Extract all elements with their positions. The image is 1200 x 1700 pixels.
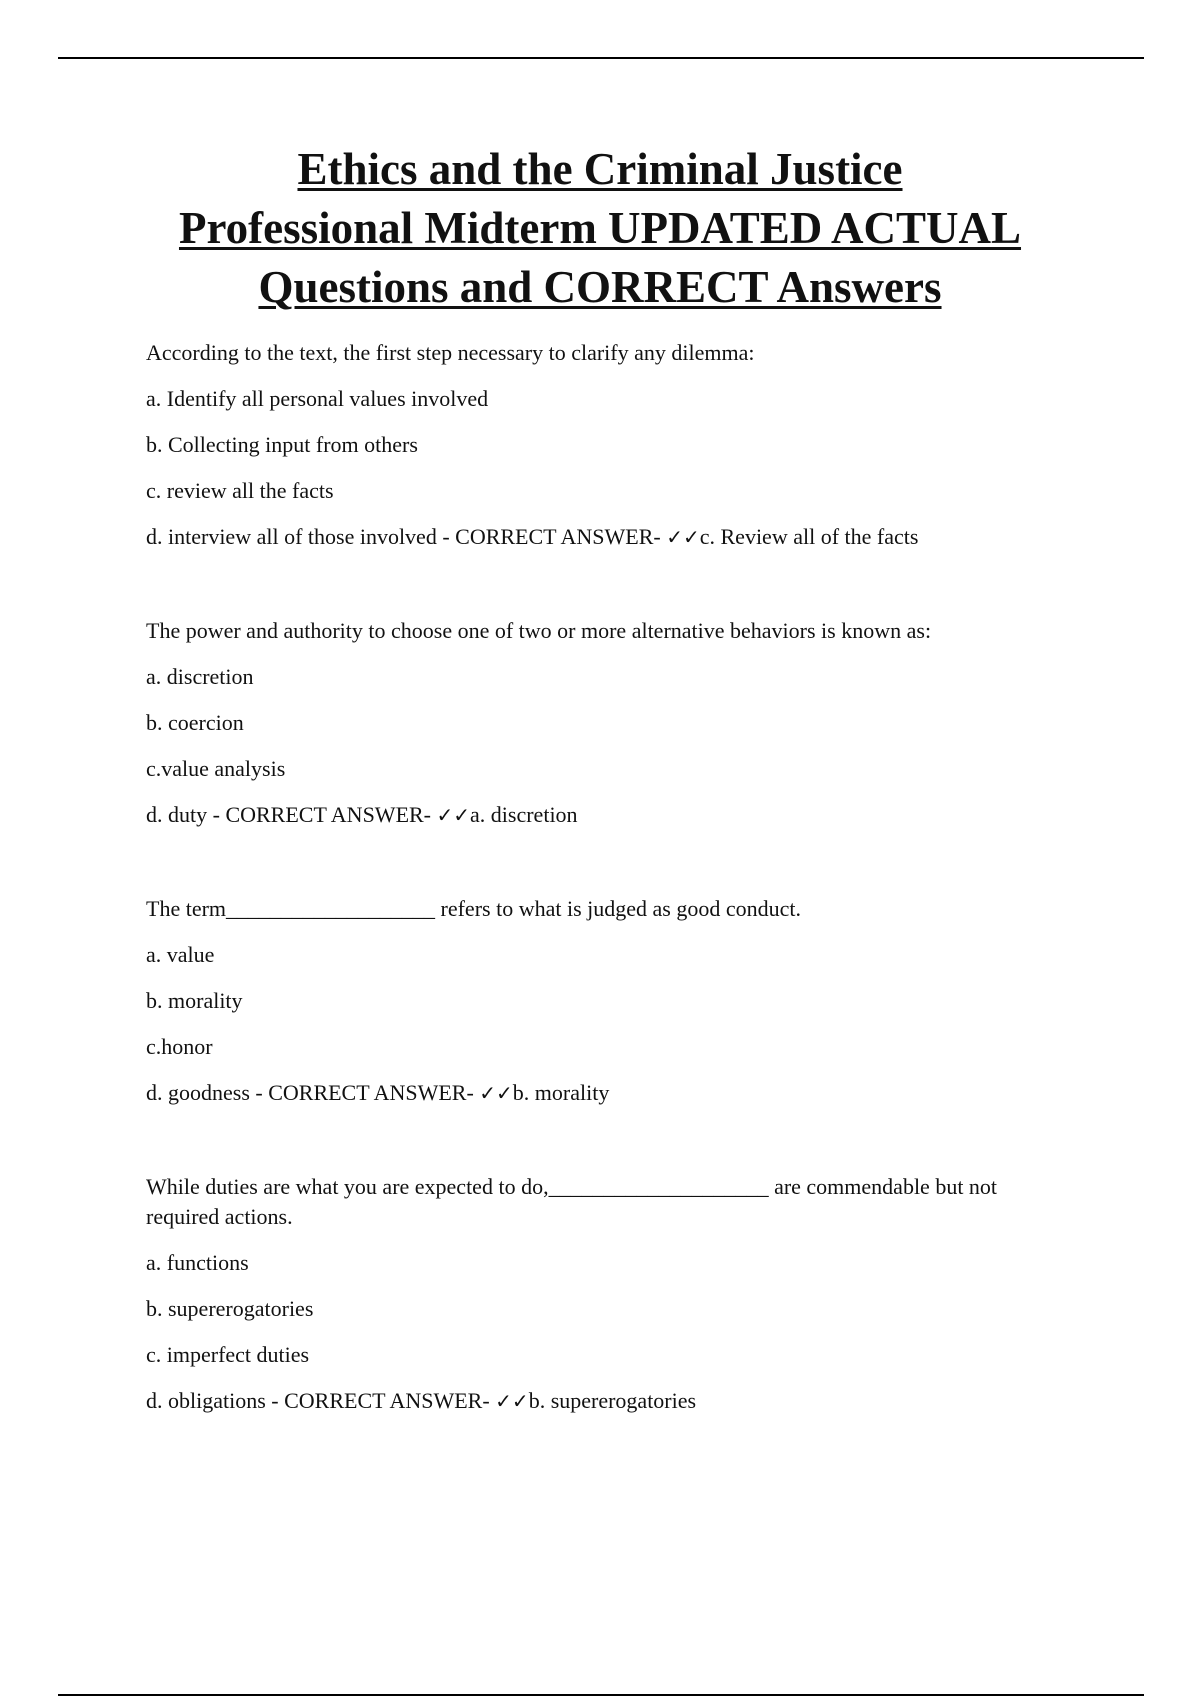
option-item: b. supererogatories xyxy=(146,1296,314,1321)
option-item: b. morality xyxy=(146,988,243,1013)
option-text: d. interview all of those involved - CORRECT ANSWER- xyxy=(146,524,667,549)
option-item: b. Collecting input from others xyxy=(146,432,418,457)
question-list xyxy=(146,338,1066,1480)
option-text: d. obligations - CORRECT ANSWER- xyxy=(146,1388,496,1413)
question-text: According to the text, the first step necessary to clarify any dilemma: xyxy=(146,340,755,365)
check-mark-icon: ✓✓ xyxy=(436,803,471,827)
option-item: c.value analysis xyxy=(146,756,286,781)
question-block xyxy=(146,894,1066,1108)
option-item-with-answer xyxy=(146,1078,1066,1108)
option-item-with-answer xyxy=(146,522,1066,552)
question-text: While duties are what you are expected to do,____________________ are commendable but not required actions. xyxy=(146,1174,998,1229)
check-mark-icon: ✓✓ xyxy=(479,1081,513,1105)
question-text: The power and authority to choose one of two or more alternative behaviors is known as: xyxy=(146,618,932,643)
correct-answer: b. supererogatories xyxy=(528,1388,697,1413)
question-text: The term___________________ refers to what is judged as good conduct. xyxy=(146,896,801,921)
correct-answer: b. morality xyxy=(512,1080,610,1105)
correct-answer: a. discretion xyxy=(470,802,578,827)
option-item: b. coercion xyxy=(146,710,244,735)
option-item: a. value xyxy=(146,942,215,967)
option-item: a. Identify all personal values involved xyxy=(146,386,489,411)
option-text: d. goodness - CORRECT ANSWER- xyxy=(146,1080,480,1105)
option-item: c.honor xyxy=(146,1034,213,1059)
top-rule xyxy=(58,57,1144,59)
check-mark-icon: ✓✓ xyxy=(666,525,700,549)
option-item: c. imperfect duties xyxy=(146,1342,310,1367)
option-item-with-answer xyxy=(146,1386,1066,1416)
bottom-rule xyxy=(58,1694,1144,1696)
option-item: a. functions xyxy=(146,1250,249,1275)
correct-answer: c. Review all of the facts xyxy=(699,524,919,549)
document-title xyxy=(100,140,1100,317)
check-mark-icon: ✓✓ xyxy=(495,1389,529,1413)
option-item-with-answer xyxy=(146,800,1066,830)
title-line: Professional Midterm UPDATED ACTUAL xyxy=(178,203,1022,253)
title-line: Questions and CORRECT Answers xyxy=(258,262,942,312)
question-block xyxy=(146,338,1066,552)
title-line: Ethics and the Criminal Justice xyxy=(297,144,903,194)
option-text: d. duty - CORRECT ANSWER- xyxy=(146,802,437,827)
option-item: c. review all the facts xyxy=(146,478,334,503)
option-item: a. discretion xyxy=(146,664,254,689)
question-block xyxy=(146,616,1066,830)
question-block xyxy=(146,1172,1066,1416)
